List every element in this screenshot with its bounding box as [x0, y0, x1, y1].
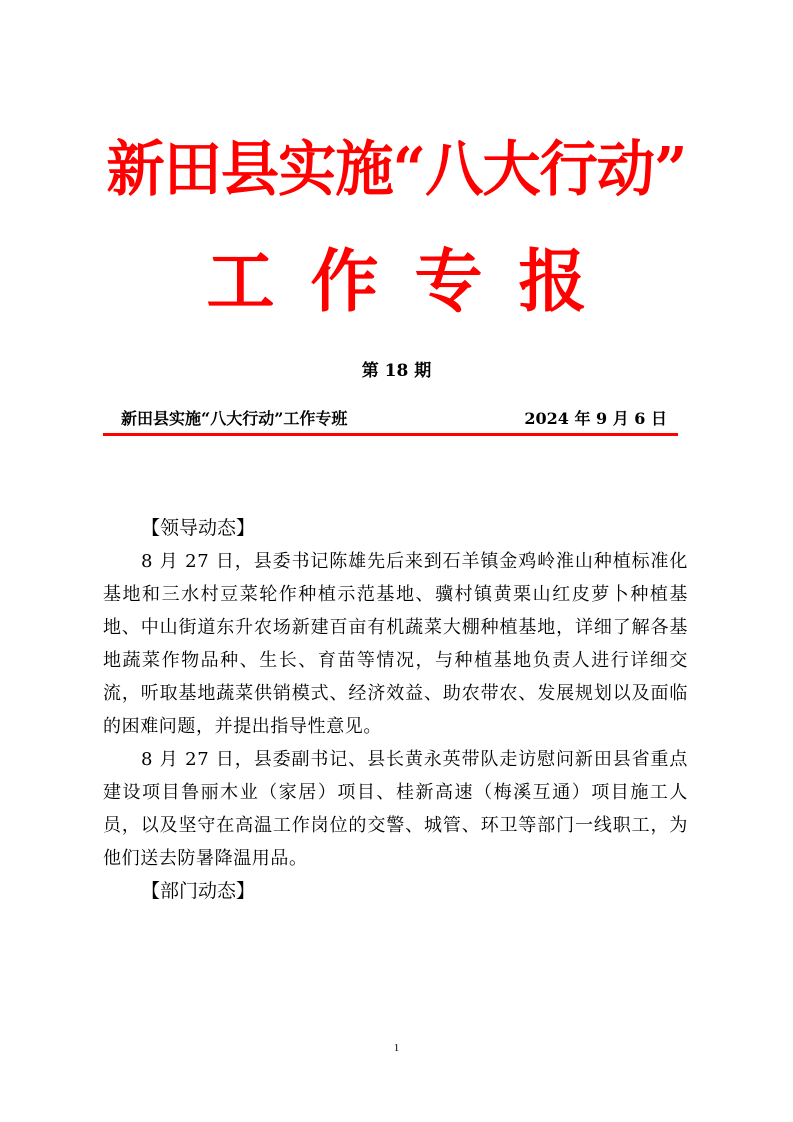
issue-date: 2024 年 9 月 6 日 — [524, 409, 667, 428]
paragraph: 8 月 27 日，县委书记陈雄先后来到石羊镇金鸡岭淮山种植标准化基地和三水村豆菜轮作种植示范基地、骥村镇黄栗山红皮萝卜种植基地、中山街道东升农场新建百亩有机蔬菜大棚种植基地，详细了解各基地蔬菜作物品种、生长、育苗等情况，与种植基地负责人进行详细交流，听取基地蔬菜供销模式、经济效益、助农带农、发展规划以及面临的困难问题，并提出指导性意见。 — [103, 551, 688, 737]
page-number: 1 — [393, 1042, 400, 1054]
masthead-title-line-2: 工作专报 — [206, 242, 623, 322]
section-heading-leadership: 【领导动态】 — [141, 517, 256, 539]
issuer: 新田县实施“八大行动”工作专班 — [121, 409, 348, 428]
issue-number: 第 18 期 — [361, 361, 432, 381]
red-divider-rule — [103, 433, 678, 436]
masthead-title-line-1: 新田县实施“八大行动” — [106, 135, 687, 205]
section-heading-department: 【部门动态】 — [141, 880, 256, 902]
paragraph: 8 月 27 日，县委副书记、县长黄永英带队走访慰问新田县省重点建设项目鲁丽木业（家居）项目、桂新高速（梅溪互通）项目施工人员，以及坚守在高温工作岗位的交警、城管、环卫等部门一线职工，为他们送去防暑降温用品。 — [103, 749, 688, 869]
report-body — [103, 512, 688, 908]
